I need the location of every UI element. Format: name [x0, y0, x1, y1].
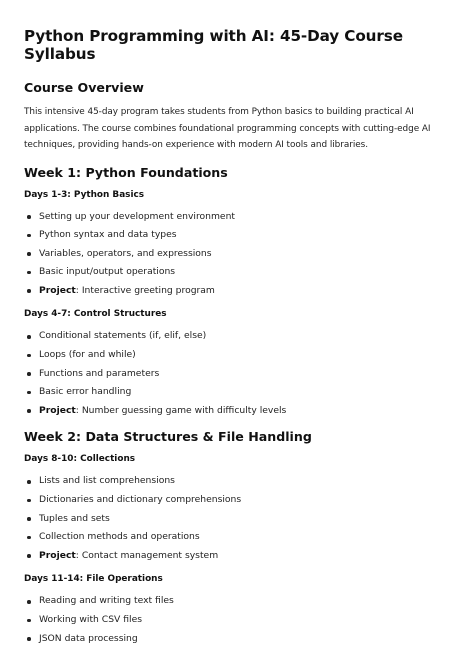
days-4-7-heading: Days 4-7: Control Structures — [24, 309, 167, 320]
week-1-heading: Week 1: Python Foundations — [24, 164, 228, 180]
project-item — [24, 402, 456, 421]
list-item: Basic input/output operations — [24, 263, 456, 282]
list-item: Collection methods and operations — [24, 528, 456, 547]
days-1-3-heading: Days 1-3: Python Basics — [24, 189, 145, 200]
list-item: Working with CSV files — [24, 611, 456, 630]
days-8-10-list — [24, 472, 456, 565]
list-item: Setting up your development environment — [24, 208, 456, 227]
list-item: Conditional statements (if, elif, else) — [24, 327, 456, 346]
list-item: Functions and parameters — [24, 365, 456, 384]
project-item — [24, 282, 456, 301]
list-item: Variables, operators, and expressions — [24, 245, 456, 264]
project-description: : Contact management system — [75, 549, 219, 561]
days-11-14-heading: Days 11-14: File Operations — [24, 574, 163, 585]
project-label: Project — [39, 404, 76, 416]
days-4-7-list — [24, 327, 456, 420]
course-overview-heading: Course Overview — [24, 80, 144, 95]
project-description: : Number guessing game with difficulty levels — [75, 404, 287, 416]
project-description: : Interactive greeting program — [75, 284, 215, 296]
list-item: Reading and writing text files — [24, 592, 456, 611]
project-label: Project — [39, 549, 76, 561]
days-11-14-list — [24, 592, 456, 648]
list-item: Tuples and sets — [24, 510, 456, 529]
list-item: Lists and list comprehensions — [24, 472, 456, 491]
list-item: Python syntax and data types — [24, 226, 456, 245]
course-overview-text: This intensive 45-day program takes students from Python basics to building practical AI applications. The course combines foundational programming concepts with cutting-edge AI techniques, providing hands-on experience with modern AI tools and libraries. — [24, 107, 431, 150]
days-1-3-list — [24, 208, 456, 301]
list-item: JSON data processing — [24, 630, 456, 648]
days-8-10-heading: Days 8-10: Collections — [24, 454, 136, 465]
project-item — [24, 547, 456, 566]
project-label: Project — [39, 284, 76, 296]
list-item: Loops (for and while) — [24, 346, 456, 365]
list-item: Dictionaries and dictionary comprehensions — [24, 491, 456, 510]
document-title: Python Programming with AI: 45-Day Course Syllabus — [24, 27, 403, 63]
list-item: Basic error handling — [24, 383, 456, 402]
week-2-heading: Week 2: Data Structures & File Handling — [24, 429, 312, 445]
